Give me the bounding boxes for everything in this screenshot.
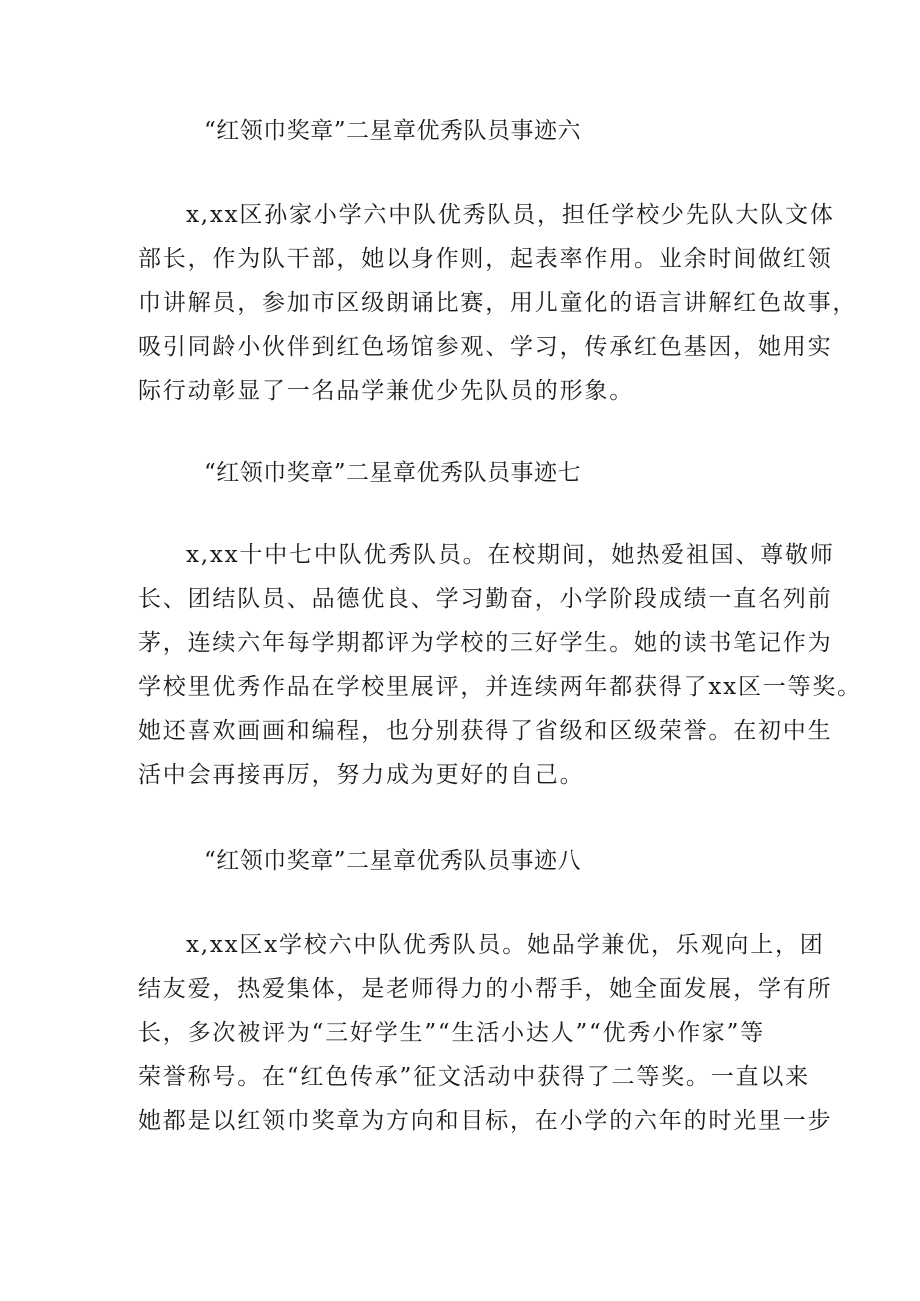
section-title-8: “红领巾奖章”二星章优秀队员事迹八: [204, 848, 582, 874]
paragraph-line: 结友爱，热爱集体，是老师得力的小帮手，她全面发展，学有所: [138, 976, 833, 1002]
paragraph-line: 部长，作为队干部，她以身作则，起表率作用。业余时间做红领: [138, 246, 833, 272]
paragraph-line: 际行动彰显了一名品学兼优少先队员的形象。: [138, 378, 634, 404]
paragraph-line: 吸引同龄小伙伴到红色场馆参观、学习，传承红色基因，她用实: [138, 334, 833, 360]
paragraph-line: 巾讲解员，参加市区级朗诵比赛，用儿童化的语言讲解红色故事，: [138, 290, 858, 316]
paragraph-line: 学校里优秀作品在学校里展评，并连续两年都获得了xx区一等奖。: [138, 674, 862, 700]
section-title-6: “红领巾奖章”二星章优秀队员事迹六: [204, 118, 582, 144]
paragraph-line: 茅，连续六年每学期都评为学校的三好学生。她的读书笔记作为: [138, 630, 833, 656]
paragraph-line: 长、团结队员、品德优良、学习勤奋，小学阶段成绩一直名列前: [138, 586, 833, 612]
paragraph-line: 长，多次被评为“三好学生”“生活小达人”“优秀小作家”等: [138, 1020, 765, 1046]
paragraph-line: 荣誉称号。在“红色传承”征文活动中获得了二等奖。一直以来: [138, 1064, 810, 1090]
paragraph-line: x,xx区x学校六中队优秀队员。她品学兼优，乐观向上，团: [186, 932, 825, 958]
paragraph-line: x,xx区孙家小学六中队优秀队员，担任学校少先队大队文体: [186, 202, 835, 228]
paragraph-line: x,xx十中七中队优秀队员。在校期间，她热爱祖国、尊敬师: [186, 542, 835, 568]
paragraph-line: 她还喜欢画画和编程，也分别获得了省级和区级荣誉。在初中生: [138, 718, 833, 744]
paragraph-line: 活中会再接再厉，努力成为更好的自己。: [138, 762, 585, 788]
paragraph-line: 她都是以红领巾奖章为方向和目标，在小学的六年的时光里一步: [138, 1108, 833, 1134]
section-title-7: “红领巾奖章”二星章优秀队员事迹七: [204, 460, 582, 486]
